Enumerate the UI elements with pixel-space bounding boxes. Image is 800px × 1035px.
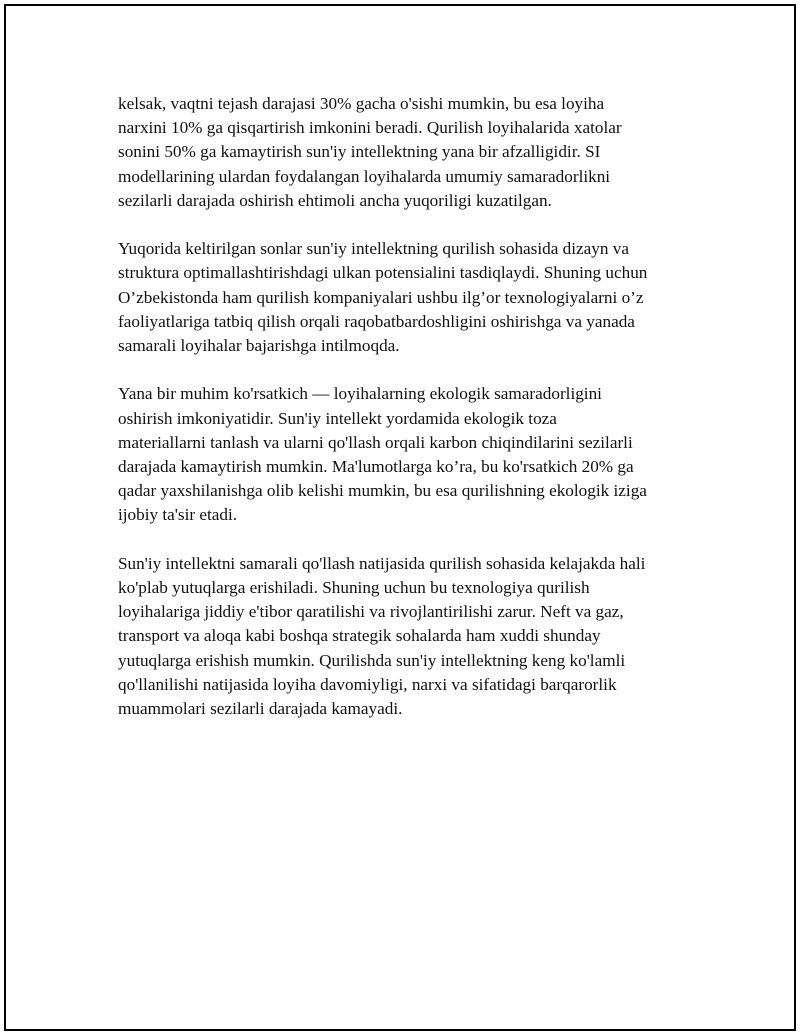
paragraph-potential: Yuqorida keltirilgan sonlar sun'iy intellektning qurilish sohasida dizayn va struktura optimallashtirishdagi ulkan potensialini tasdiqlaydi. Shuning uchun O’zbekistonda ham qurilish kompaniyalari ushbu ilg’or texnologiyalarni o’z faoliyatlariga tatbiq qilish orqali raqobatbardoshligini oshirishga va yanada samarali loyihalar bajarishga intilmoqda. <box>118 239 648 356</box>
paragraph-conclusion: Sun'iy intellektni samarali qo'llash natijasida qurilish sohasida kelajakda hali ko'plab yutuqlarga erishiladi. Shuning uchun bu texnologiya qurilish loyihalariga jiddiy e'tibor qaratilishi va rivojlantirilishi zarur. Neft va gaz, transport va aloqa kabi boshqa strategik sohalarda ham xuddi shunday yutuqlarga erishish mumkin. Qurilishda sun'iy intellektning keng ko'lamli qo'llanilishi natijasida loyiha davomiyligi, narxi va sifatidagi barqarorlik muammolari sezilarli darajada kamayadi. <box>118 553 646 719</box>
document-body <box>118 92 690 745</box>
paragraph-time-savings: kelsak, vaqtni tejash darajasi 30% gacha o'sishi mumkin, bu esa loyiha narxini 10% ga qisqartirish imkonini beradi. Qurilish loyihalarida xatolar sonini 50% ga kamaytirish sun'iy intellektning yana bir afzalligidir. SI modellarining ulardan foydalangan loyihalarda umumiy samaradorlikni sezilarli darajada oshirish ehtimoli ancha yuqoriligi kuzatilgan. <box>118 94 622 210</box>
paragraph-ecology: Yana bir muhim ko'rsatkich — loyihalarning ekologik samaradorligini oshirish imkoniyatidir. Sun'iy intellekt yordamida ekologik toza materiallarni tanlash va ularni qo'llash orqali karbon chiqindilarini sezilarli darajada kamaytirish mumkin. Ma'lumotlarga ko’ra, bu ko'rsatkich 20% ga qadar yaxshilanishga olib kelishi mumkin, bu esa qurilishning ekologik iziga ijobiy ta'sir etadi. <box>118 384 647 525</box>
